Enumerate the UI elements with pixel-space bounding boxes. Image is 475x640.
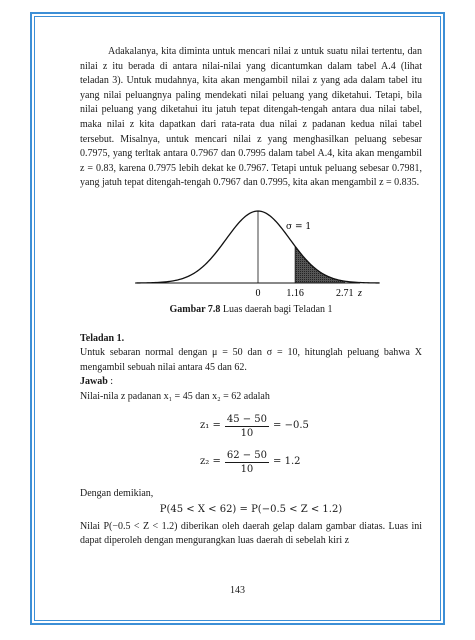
page-number: 143	[230, 585, 245, 596]
z2-lhs: z₂ =	[200, 455, 221, 467]
z2-equation	[200, 449, 301, 476]
z2-numerator: 62 − 50	[226, 449, 268, 461]
z1-lhs: z₁ =	[200, 419, 221, 431]
z2-rhs: = 1.2	[273, 455, 301, 467]
z1-denominator: 10	[240, 427, 254, 439]
tick-label-0: 0	[255, 287, 261, 299]
answer-line	[80, 375, 422, 390]
z1-numerator: 45 − 50	[226, 413, 268, 425]
figure-caption	[80, 303, 422, 318]
caption-text: Luas daerah bagi Teladan 1	[220, 303, 333, 315]
therefore-line: Dengan demikian,	[80, 487, 154, 499]
z1-rhs: = −0.5	[273, 419, 309, 431]
probability-equation: P(45 < X < 62) = P(−0.5 < Z < 1.2)	[159, 504, 343, 516]
axis-label-z: z	[358, 287, 362, 299]
example-title: Teladan 1.	[80, 332, 125, 344]
normal-curve-svg	[80, 199, 422, 301]
z-equations	[80, 409, 422, 487]
example-section	[80, 332, 422, 549]
normal-curve-figure	[80, 199, 422, 301]
answer-label: Jawab	[80, 376, 108, 388]
page-content	[80, 45, 422, 549]
sigma-label: σ = 1	[286, 221, 312, 232]
closing-paragraph: Nilai P(−0.5 < Z < 1.2) diberikan oleh daerah gelap dalam gambar diatas. Luas ini dapat diperoleh dengan mengurangkan luas daerah di sebelah kiri z	[80, 520, 422, 547]
shaded-area	[295, 246, 345, 283]
z1-equation	[200, 413, 309, 440]
z1-fraction	[225, 413, 269, 440]
z2-denominator: 10	[240, 463, 254, 475]
answer-colon: :	[107, 376, 114, 388]
example-problem: Untuk sebaran normal dengan μ = 50 dan σ = 10, hitunglah peluang bahwa X mengambil sebuah nilai antara 45 dan 62.	[80, 347, 422, 373]
tick-label-2-71: 2.71	[335, 287, 354, 299]
intro-paragraph: Adakalanya, kita diminta untuk mencari nilai z untuk suatu nilai tertentu, dan nilai z itu berada di antara nilai-nilai yang dicantumkan dalam tabel A.4 (lihat teladan 3). Untuk mudahnya, kita akan mengambil nilai z yang ada dalam tabel itu yang nilai peluangnya paling mendekati nilai peluang yang diketahui. Tetapi, bila nilai peluang yang diketahui itu jatuh tepat ditengah-tengah antara dua nilai tabel, maka nilai z kita dapatkan dari rata-rata dua nilai z padanan kedua nilai tabel tersebut. Misalnya, untuk mencari nilai z yang menghasilkan peluang sebesar 0.7975, yang terltak antara 0.7967 dan 0.7995 dalam tabel A.4, kita akan mengambil z = 0.83, karena 0.7975 lebih dekat ke 0.7967. Tetapi untuk peluang sebesar 0.7981, yang jatuh tepat ditengah-tengah 0.7967 dan 0.7995, kita akan mengambil z = 0.835.	[80, 46, 422, 189]
tick-label-1-16: 1.16	[286, 287, 304, 299]
z2-fraction	[225, 449, 269, 476]
caption-number: Gambar 7.8	[169, 303, 221, 315]
z-intro: Nilai-nila z padanan x₁ = 45 dan x₂ = 62 adalah	[80, 390, 270, 402]
